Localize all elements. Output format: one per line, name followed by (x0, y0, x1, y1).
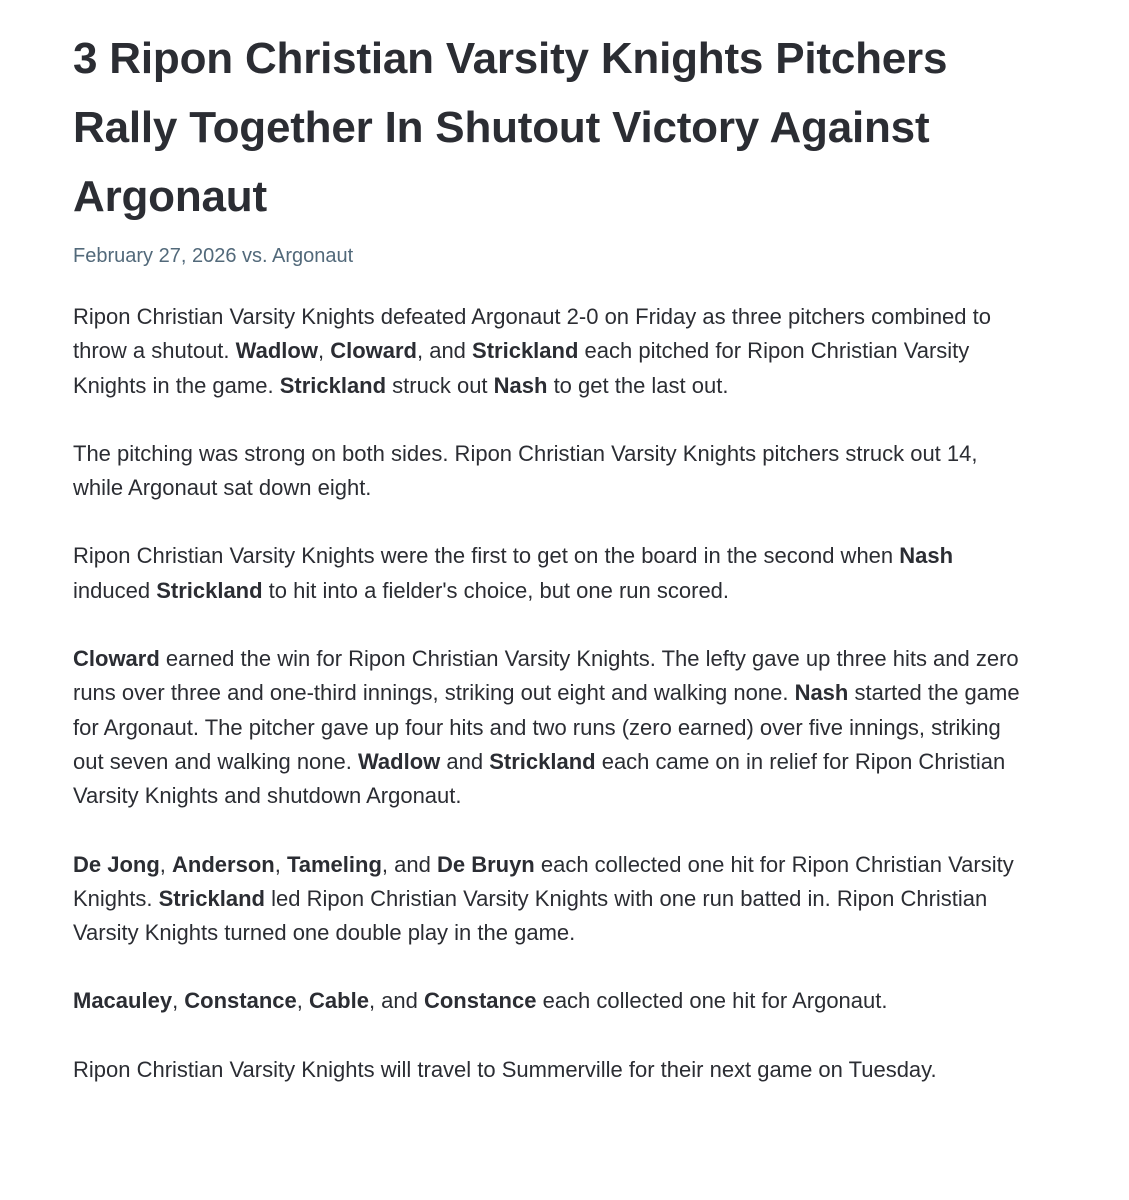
article-paragraph (73, 539, 1033, 608)
player-name: Macauley (73, 988, 173, 1014)
player-name: De Bruyn (436, 851, 535, 877)
player-name: Tameling (286, 851, 382, 877)
paragraph-text: to get the last out. (547, 372, 729, 398)
player-name: Cable (309, 988, 369, 1014)
article-paragraph (73, 300, 1033, 403)
paragraph-text: earned the win for Ripon Christian Varsity Knights. The lefty gave up three hits and zero runs over three and one-third innings, striking out eight and walking none. (73, 646, 1019, 706)
paragraph-text: , (296, 988, 310, 1014)
player-name: Nash (493, 372, 548, 398)
player-name: Cloward (73, 646, 160, 672)
player-name: Strickland (472, 338, 579, 364)
paragraph-text: each came on in relief for Ripon Christian Varsity Knights and shutdown Argonaut. (73, 748, 1006, 809)
paragraph-text: Ripon Christian Varsity Knights were the first to get on the board in the second when (73, 543, 900, 569)
paragraph-text: , (172, 988, 185, 1014)
article-paragraph (73, 642, 1033, 813)
player-name: Nash (899, 543, 954, 569)
player-name: Strickland (158, 885, 265, 911)
paragraph-text: , (274, 851, 287, 877)
article-headline: 3 Ripon Christian Varsity Knights Pitchers Rally Together In Shutout Victory Against Argonaut (73, 34, 948, 221)
player-name: Strickland (279, 372, 387, 398)
player-name: De Jong (73, 851, 160, 877)
article-paragraph (73, 848, 1033, 951)
paragraph-text: The pitching was strong on both sides. Ripon Christian Varsity Knights pitchers struck out 14, while Argonaut sat down eight. (73, 440, 978, 501)
paragraph-text: each pitched for Ripon Christian Varsity Knights in the game. (73, 338, 970, 398)
player-name: Strickland (489, 748, 596, 774)
paragraph-text: , and (368, 988, 424, 1014)
player-name: Wadlow (357, 748, 441, 774)
paragraph-text: Ripon Christian Varsity Knights will travel to Summerville for their next game on Tuesday. (73, 1056, 937, 1082)
paragraph-text: each collected one hit for Ripon Christian Varsity Knights. (73, 851, 1014, 911)
player-name: Cloward (330, 338, 417, 364)
player-name: Wadlow (235, 338, 318, 364)
paragraph-text: , and (416, 338, 473, 364)
article-paragraph (73, 1053, 1033, 1087)
paragraph-text: , and (381, 851, 437, 877)
player-name: Nash (794, 680, 849, 706)
paragraph-text: Ripon Christian Varsity Knights defeated Argonaut 2-0 on Friday as three pitchers combined to throw a shutout. (73, 304, 991, 364)
article-paragraph (73, 437, 1033, 506)
player-name: Constance (184, 988, 297, 1014)
article-date-opponent: February 27, 2026 vs. Argonaut (73, 245, 354, 267)
paragraph-text: to hit into a fielder's choice, but one run scored. (262, 577, 730, 603)
paragraph-text: struck out (386, 372, 494, 398)
player-name: Strickland (156, 577, 263, 603)
paragraph-text: and (440, 748, 490, 774)
article-paragraph (73, 984, 1033, 1018)
paragraph-text: each collected one hit for Argonaut. (536, 988, 888, 1014)
paragraph-text: induced (73, 577, 157, 603)
player-name: Constance (423, 988, 537, 1014)
paragraph-text: , (317, 338, 331, 364)
paragraph-text: , (159, 851, 173, 877)
paragraph-text: started the game for Argonaut. The pitcher gave up four hits and two runs (zero earned) over five innings, striking out seven and walking none. (73, 680, 1020, 774)
paragraph-text: led Ripon Christian Varsity Knights with one run batted in. Ripon Christian Varsity Knights turned one double play in the game. (73, 885, 988, 946)
article-body (73, 300, 1033, 1087)
player-name: Anderson (172, 851, 275, 877)
